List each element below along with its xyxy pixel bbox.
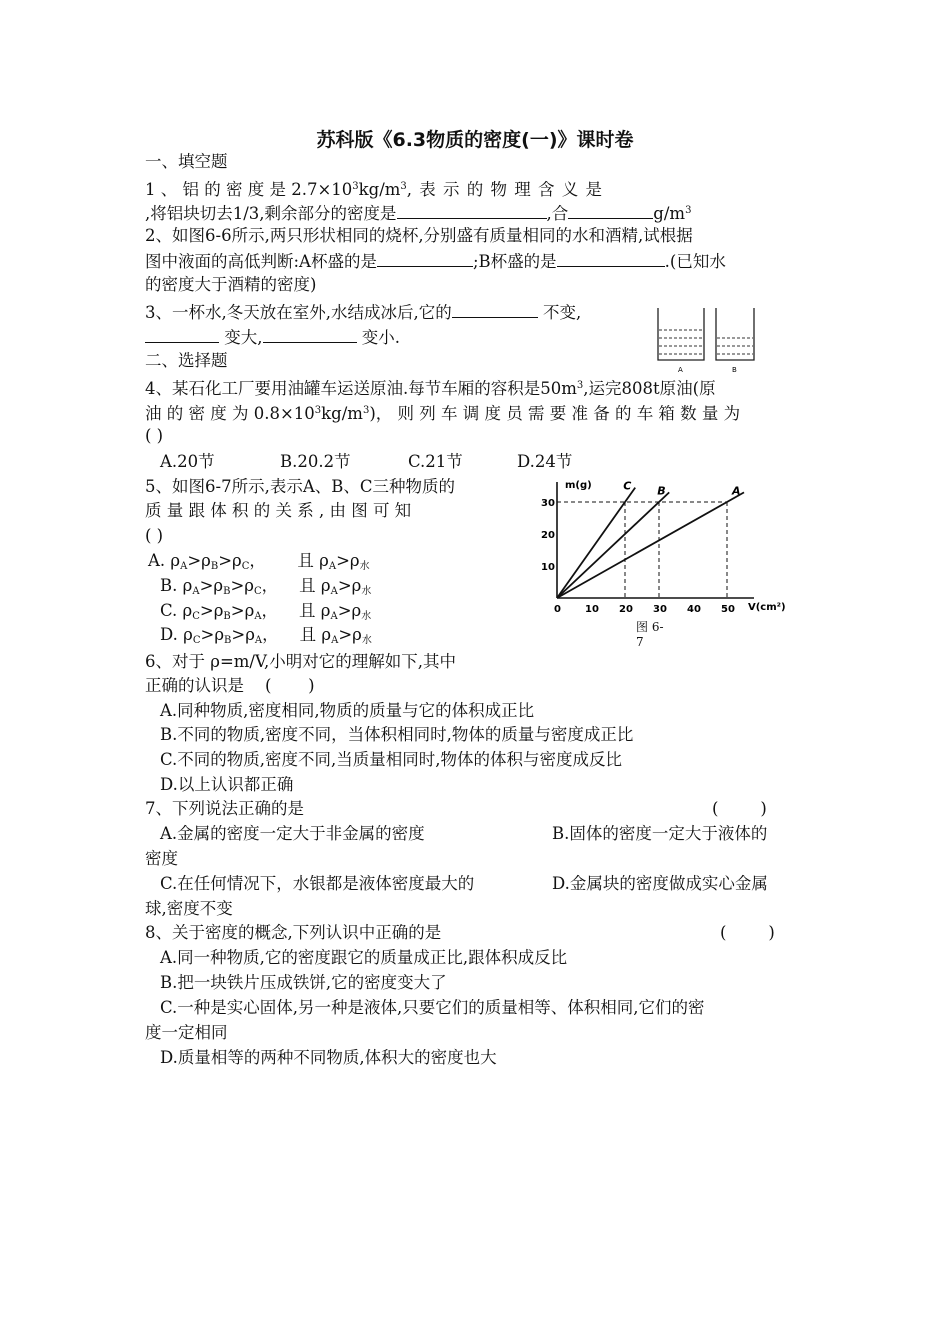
beaker-label-a: A bbox=[678, 366, 683, 374]
q8-option-c[interactable]: C.一种是实心固体,另一种是液体,只要它们的质量相等、体积相同,它们的密 bbox=[160, 998, 705, 1017]
question-6-line-1: 6、对于 ρ=m/V,小明对它的理解如下,其中 bbox=[145, 652, 456, 671]
q5-option-b[interactable]: B. $\rho_A>\rho_B>\rho_C$， 且 $\rho_A>\rho_水$ bbox=[160, 576, 372, 597]
answer-blank[interactable] bbox=[377, 250, 473, 267]
question-5-paren: ( ) bbox=[145, 526, 164, 545]
x-tick-label: 20 bbox=[619, 604, 633, 615]
page-title: 苏科版《6.3物质的密度(一)》课时卷 bbox=[316, 129, 634, 151]
q7-option-d[interactable]: D.金属块的密度做成实心金属 bbox=[552, 874, 768, 893]
question-6-line-2: 正确的认识是 ( ) bbox=[145, 676, 315, 695]
q8-option-b[interactable]: B.把一块铁片压成铁饼,它的密度变大了 bbox=[160, 973, 447, 992]
question-8-paren: ( ) bbox=[720, 923, 775, 942]
series-line-b bbox=[557, 492, 669, 598]
beaker-a bbox=[658, 308, 704, 360]
question-7-line-1: 7、下列说法正确的是 bbox=[145, 799, 304, 818]
q8-option-c-cont: 度一定相同 bbox=[145, 1023, 228, 1042]
x-tick-label: 50 bbox=[721, 604, 735, 615]
series-line-c bbox=[557, 488, 635, 598]
q7-option-b-cont: 密度 bbox=[145, 849, 178, 868]
question-7-paren: ( ) bbox=[712, 799, 767, 818]
figure-caption-cont: 7 bbox=[636, 635, 644, 649]
question-4-paren: ( ) bbox=[145, 426, 164, 445]
series-label-c: C bbox=[623, 479, 632, 493]
y-tick-label: 10 bbox=[541, 562, 555, 573]
figure-caption: 图 6- bbox=[636, 620, 664, 634]
x-tick-label: 10 bbox=[585, 604, 599, 615]
question-3-line-1: 3、一杯水,冬天放在室外,水结成冰后,它的 不变, bbox=[145, 303, 582, 322]
q8-option-d[interactable]: D.质量相等的两种不同物质,体积大的密度也大 bbox=[160, 1048, 497, 1067]
beaker-label-b: B bbox=[732, 366, 737, 374]
question-5-line-2: 质 量 跟 体 积 的 关 系 , 由 图 可 知 bbox=[145, 501, 412, 520]
answer-blank[interactable] bbox=[145, 326, 219, 343]
y-tick-label: 20 bbox=[541, 530, 555, 541]
q6-option-b[interactable]: B.不同的物质,密度不同，当体积相同时,物体的质量与密度成正比 bbox=[160, 725, 634, 744]
q5-option-a[interactable]: A. $\rho_A>\rho_B>\rho_C$， 且 $\rho_A>\rho_水$ bbox=[148, 551, 370, 572]
q4-option-a[interactable]: A.20节 bbox=[160, 452, 215, 471]
q7-option-a[interactable]: A.金属的密度一定大于非金属的密度 bbox=[160, 824, 425, 843]
question-3-line-2: 变大, 变小. bbox=[145, 326, 400, 349]
answer-blank[interactable] bbox=[263, 326, 357, 343]
question-1-line-2: ,将铝块切去1/3,剩余部分的密度是 ,合 $g/m^3$ bbox=[145, 204, 692, 223]
q4-option-c[interactable]: C.21节 bbox=[408, 452, 463, 471]
q7-option-d-cont: 球,密度不变 bbox=[145, 899, 233, 918]
question-2-line-2: 图中液面的高低判断:A杯盛的是 ;B杯盛的是 .(已知水 bbox=[145, 252, 726, 271]
series-label-b: B bbox=[657, 484, 666, 498]
question-8-line-1: 8、关于密度的概念,下列认识中正确的是 bbox=[145, 923, 442, 942]
mass-volume-chart bbox=[530, 470, 800, 620]
question-4-line-1: 4、某石化工厂要用油罐车运送原油.每节车厢的容积是$50m^3$,运完808t原油(原 bbox=[145, 379, 716, 398]
q6-option-a[interactable]: A.同种物质,密度相同,物质的质量与它的体积成正比 bbox=[160, 701, 535, 720]
answer-blank[interactable] bbox=[397, 202, 547, 219]
section-fill-blank: 一、填空题 bbox=[145, 152, 228, 171]
q6-option-d[interactable]: D.以上认识都正确 bbox=[160, 775, 294, 794]
question-2-line-1: 2、如图6-6所示,两只形状相同的烧杯,分别盛有质量相同的水和酒精,试根据 bbox=[145, 226, 693, 245]
y-tick-label: 30 bbox=[541, 498, 555, 509]
answer-blank[interactable] bbox=[452, 301, 538, 318]
q7-option-c[interactable]: C.在任何情况下，水银都是液体密度最大的 bbox=[160, 874, 475, 893]
q6-option-c[interactable]: C.不同的物质,密度不同,当质量相同时,物体的体积与密度成反比 bbox=[160, 750, 623, 769]
q4-option-d[interactable]: D.24节 bbox=[517, 452, 573, 471]
q5-option-d[interactable]: D. $\rho_C>\rho_B>\rho_A$， 且 $\rho_A>\rho_水$ bbox=[160, 625, 372, 646]
x-axis-label: V(cm²) bbox=[748, 602, 786, 613]
answer-blank[interactable] bbox=[568, 202, 653, 219]
question-1-line-1: 1 、 铝 的 密 度 是 $2.7\times 10^3kg/m^3$, 表 示 的 物 理 含 义 是 bbox=[145, 180, 604, 199]
q7-option-b[interactable]: B.固体的密度一定大于液体的 bbox=[552, 824, 768, 843]
q8-option-a[interactable]: A.同一种物质,它的密度跟它的质量成正比,跟体积成反比 bbox=[160, 948, 568, 967]
question-5-line-1: 5、如图6-7所示,表示A、B、C三种物质的 bbox=[145, 477, 455, 496]
q5-option-c[interactable]: C. $\rho_C>\rho_B>\rho_A$， 且 $\rho_A>\rho_水$ bbox=[160, 601, 372, 622]
beakers-figure bbox=[650, 302, 762, 376]
series-label-a: A bbox=[732, 484, 741, 498]
beaker-b bbox=[716, 308, 754, 360]
question-4-line-2: 油 的 密 度 为 $0.8\times 10^3kg/m^3$)， 则 列 车 调 度 员 需 要 准 备 的 车 箱 数 量 为 bbox=[145, 404, 741, 423]
question-2-line-3: 的密度大于酒精的密度) bbox=[145, 275, 317, 294]
series-line-a bbox=[557, 492, 744, 598]
y-axis-label: m(g) bbox=[565, 480, 592, 491]
x-tick-label: 40 bbox=[687, 604, 701, 615]
q4-option-b[interactable]: B.20.2节 bbox=[280, 452, 351, 471]
section-multiple-choice: 二、选择题 bbox=[145, 351, 228, 370]
x-tick-label: 0 bbox=[554, 604, 561, 615]
x-tick-label: 30 bbox=[653, 604, 667, 615]
answer-blank[interactable] bbox=[557, 250, 665, 267]
